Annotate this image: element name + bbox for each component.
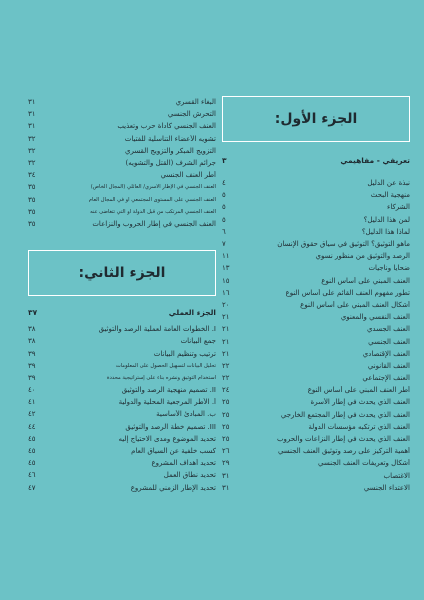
- toc-entry-label: العنف الذي يحدث في إطار النزاعات والحروب: [276, 435, 410, 444]
- toc-entry-label: تحديد الإطار الزمني للمشروع: [130, 483, 216, 492]
- toc-entry-page: ٢١: [222, 349, 230, 358]
- toc-entry-page: ٣١: [28, 110, 36, 119]
- toc-entry-label: ترتيب وتنظيم البيانات: [153, 349, 216, 358]
- toc-entry: [222, 335, 410, 347]
- toc-entry-label: العنف الإقتصادي: [362, 349, 410, 358]
- toc-entry-page: ٣٢: [28, 134, 36, 143]
- toc-entry-page: ٣٨: [28, 325, 36, 334]
- toc-entry: [28, 206, 216, 218]
- toc-entry-page: ٤: [222, 179, 226, 188]
- toc-entry-page: ٤٢: [28, 410, 36, 419]
- toc-entry: [222, 250, 410, 262]
- toc-entry: [222, 201, 410, 213]
- toc-entry: [222, 360, 410, 372]
- toc-entry: [222, 384, 410, 396]
- toc-entry-label: استخدام التوثيق ونشره بناء على إستراتيجية محددة: [106, 374, 216, 381]
- part2-toc-list: [28, 323, 216, 494]
- toc-entry-page: ٥: [222, 203, 226, 212]
- toc-entry-page: ٣٢: [28, 159, 36, 168]
- toc-entry-label: العنف الجنسي في الإطار الأسري/ العائلي (المجال الخاص): [90, 184, 216, 191]
- part2-title: الجزء الثاني:: [78, 265, 166, 282]
- toc-entry: [28, 133, 216, 145]
- toc-entry: [28, 445, 216, 457]
- toc-entry-label: جرائم الشرف (القتل والتشويه): [125, 159, 216, 168]
- toc-entry-page: ١٦: [222, 288, 230, 297]
- toc-entry-label: I. الخطوات العامة لعملية الرصد والتوثيق: [98, 325, 216, 334]
- toc-entry-page: ١٥: [222, 276, 230, 285]
- toc-entry-page: ٥: [222, 215, 226, 224]
- toc-entry: [222, 323, 410, 335]
- toc-entry-page: ٣٨: [28, 337, 36, 346]
- toc-entry-label: لماذا هذا الدليل؟: [361, 227, 410, 236]
- toc-entry-label: منهجية البحث: [370, 191, 410, 200]
- toc-entry: [222, 396, 410, 408]
- toc-entry-page: ٤٦: [28, 471, 36, 480]
- toc-entry: [222, 287, 410, 299]
- toc-entry-label: العنف الذي يحدث في إطار المجتمع الخارجي: [280, 410, 410, 419]
- toc-entry-label: تحديد نطاق العمل: [163, 471, 216, 480]
- part1-title: الجزء الأول:: [274, 111, 358, 127]
- toc-entry-label: لمن هذا الدليل؟: [363, 215, 410, 224]
- toc-entry: [222, 409, 410, 421]
- toc-entry: [222, 482, 410, 494]
- toc-entry-page: ٢٤: [222, 386, 230, 395]
- toc-entry-label: العنف الجنسي في إطار الحروب والنزاعات: [92, 219, 216, 228]
- toc-entry: [28, 408, 216, 420]
- toc-entry-page: ٢٥: [222, 398, 230, 407]
- toc-entry: [222, 470, 410, 482]
- toc-entry: [222, 372, 410, 384]
- toc-entry: [222, 275, 410, 287]
- toc-entry-page: ٦: [222, 227, 226, 236]
- toc-entry-label: الرصد والتوثيق من منظور نسوي: [315, 252, 410, 261]
- toc-entry: [222, 262, 410, 274]
- toc-entry-page: ٣٤: [28, 171, 36, 180]
- toc-entry-page: ٣١: [222, 483, 230, 492]
- toc-entry-page: ٣٩: [28, 361, 36, 370]
- toc-entry-label: ماهو التوثيق؟ التوثيق في سياق حقوق الإنسان: [277, 240, 410, 249]
- toc-entry-label: جمع البيانات: [180, 337, 216, 346]
- toc-entry: [222, 348, 410, 360]
- toc-entry: [28, 108, 216, 120]
- toc-entry: [222, 299, 410, 311]
- toc-entry-page: ٢١: [222, 325, 230, 334]
- toc-entry-label: العنف الجسدي: [366, 325, 410, 334]
- toc-entry-page: ٢١: [222, 313, 230, 322]
- toc-entry-label: التزويج المبكر والتزويج القسري: [124, 146, 216, 155]
- toc-entry-label: تحديد الموضوع ومدى الاحتياج إليه: [118, 434, 216, 443]
- toc-entry-label: كسب خلفية عن السياق العام: [131, 447, 216, 456]
- toc-entry: [28, 145, 216, 157]
- toc-entry-page: ٢٥: [222, 435, 230, 444]
- toc-entry-page: ٤٥: [28, 447, 36, 456]
- toc-entry-label: الاغتصاب: [383, 471, 410, 480]
- toc-entry-label: أشكال العنف المبني على أساس النوع: [300, 300, 410, 309]
- toc-entry: [28, 181, 216, 193]
- section-label: الجزء العملي: [168, 308, 216, 318]
- toc-entry-page: ٣٥: [28, 183, 36, 192]
- toc-entry-page: ٤٧: [28, 483, 36, 492]
- toc-entry-label: أطر العنف الجنسي: [160, 171, 216, 180]
- toc-entry-page: ٧: [222, 240, 226, 249]
- section-page: ٣٧: [28, 308, 38, 318]
- toc-entry: [28, 120, 216, 132]
- toc-entry: [28, 433, 216, 445]
- part1-title-box: [222, 96, 410, 142]
- toc-entry-page: ٣٥: [28, 195, 36, 204]
- toc-entry: [222, 238, 410, 250]
- toc-entry-page: ٣١: [28, 98, 36, 107]
- toc-entry-page: ٣٩: [28, 373, 36, 382]
- toc-entry-label: II. تصميم منهجية الرصد والتوثيق: [121, 386, 216, 395]
- toc-entry: [28, 335, 216, 347]
- toc-entry-page: ٤٠: [28, 386, 36, 395]
- toc-entry: [28, 469, 216, 481]
- toc-entry-label: العنف الجنسي كأداة حرب وتعذيب: [117, 122, 216, 131]
- toc-entry: [222, 433, 410, 445]
- toc-entry-label: تحليل البيانات لتسهيل الحصول على المعلومات: [115, 362, 216, 369]
- toc-entry-page: ٣٩: [28, 349, 36, 358]
- toc-entry-label: ب. المبادئ الأساسية: [156, 410, 216, 419]
- part2-title-box: [28, 250, 216, 296]
- toc-entry: [28, 482, 216, 494]
- toc-entry-label: البغاء القسري: [175, 98, 216, 107]
- section-page: ٣: [222, 156, 227, 165]
- toc-entry-page: ١٣: [222, 264, 230, 273]
- toc-entry-label: الشركاء: [387, 203, 410, 212]
- toc-entry-label: تشويه الأعضاء التناسلية للفتيات: [124, 134, 216, 143]
- toc-entry-page: ٢٦: [222, 447, 230, 456]
- toc-entry-label: أ. الأطر المرجعية المحلية والدولية: [118, 398, 216, 407]
- toc-entry: [28, 384, 216, 396]
- toc-entry-page: ٢١: [222, 337, 230, 346]
- toc-entry-page: ٤٥: [28, 434, 36, 443]
- toc-entry: [222, 445, 410, 457]
- toc-entry-page: ٣٢: [28, 146, 36, 155]
- toc-entry-page: ٤٤: [28, 422, 36, 431]
- toc-entry: [28, 194, 216, 206]
- toc-entry-page: ٣١: [222, 471, 230, 480]
- part1-toc-list: [222, 177, 410, 494]
- toc-entry-label: العنف الإجتماعي: [362, 374, 410, 383]
- part1-section-heading: [222, 154, 410, 167]
- toc-entry: [222, 189, 410, 201]
- section-label: تعريفي - مفاهيمي: [340, 156, 410, 165]
- toc-entry: [28, 96, 216, 108]
- toc-entry: [28, 347, 216, 359]
- toc-entry-page: ٣٥: [28, 219, 36, 228]
- toc-entry: [28, 396, 216, 408]
- toc-entry-page: ٣١: [28, 122, 36, 131]
- toc-entry-label: أشكال وتعريفات العنف الجنسي: [318, 459, 410, 468]
- toc-entry-label: العنف الجنسي المرتكب من قبل الدولة أو التي تتغاضى عنه: [90, 208, 216, 215]
- toc-entry-page: ٢٠: [222, 300, 230, 309]
- part1-column: [222, 96, 410, 494]
- toc-entry-label: أطر العنف المبني على أساس النوع: [307, 386, 410, 395]
- toc-entry-label: أهمية التركيز على رصد وتوثيق العنف الجنسي: [277, 447, 410, 456]
- toc-entry-label: التحرش الجنسي: [167, 110, 216, 119]
- toc-entry-label: الاعتداء الجنسي: [363, 483, 410, 492]
- toc-entry-page: ٢٥: [222, 422, 230, 431]
- toc-entry: [222, 226, 410, 238]
- toc-entry: [28, 360, 216, 372]
- toc-entry-page: ١١: [222, 252, 230, 261]
- toc-entry: [28, 323, 216, 335]
- toc-entry-page: ٢٢: [222, 374, 230, 383]
- toc-entry-label: III. تصميم خطة الرصد والتوثيق: [125, 422, 216, 431]
- toc-entry-label: تحديد أهداف المشروع: [151, 459, 216, 468]
- toc-entry: [28, 421, 216, 433]
- toc-entry: [222, 177, 410, 189]
- toc-entry: [222, 421, 410, 433]
- toc-entry: [28, 457, 216, 469]
- continued-toc-list: [28, 96, 216, 230]
- toc-entry-label: العنف الذي ترتكبه مؤسسات الدولة: [308, 422, 410, 431]
- toc-entry-label: ضحايا وناجيات: [368, 264, 410, 273]
- toc-entry: [222, 214, 410, 226]
- toc-entry-page: ٣٥: [28, 207, 36, 216]
- toc-entry-page: ٢٩: [222, 459, 230, 468]
- toc-entry-label: العنف الجنسي على المستوى المجتمعي أو في المجال العام: [88, 196, 216, 203]
- toc-entry-page: ٢٥: [222, 410, 230, 419]
- toc-entry-label: العنف الذي يحدث في إطار الأسرة: [310, 398, 410, 407]
- toc-entry: [28, 372, 216, 384]
- toc-entry-label: العنف الجنسي: [368, 337, 410, 346]
- part2-section-heading: [28, 306, 216, 319]
- part2-column: [28, 96, 216, 494]
- toc-entry-page: ٤٥: [28, 459, 36, 468]
- toc-entry: [222, 457, 410, 469]
- toc-entry: [222, 311, 410, 323]
- toc-entry-page: ٤١: [28, 398, 36, 407]
- toc-entry-label: تطور مفهوم العنف القائم على أساس النوع: [285, 288, 410, 297]
- toc-entry-label: العنف القانوني: [367, 361, 410, 370]
- toc-entry: [28, 169, 216, 181]
- toc-entry-label: العنف النفسي والمعنوي: [340, 313, 410, 322]
- toc-entry: [28, 218, 216, 230]
- toc-entry-label: نبذة عن الدليل: [367, 179, 410, 188]
- toc-entry: [28, 157, 216, 169]
- toc-entry-label: العنف المبني على أساس النوع: [321, 276, 410, 285]
- toc-entry-page: ٢٢: [222, 361, 230, 370]
- toc-entry-page: ٥: [222, 191, 226, 200]
